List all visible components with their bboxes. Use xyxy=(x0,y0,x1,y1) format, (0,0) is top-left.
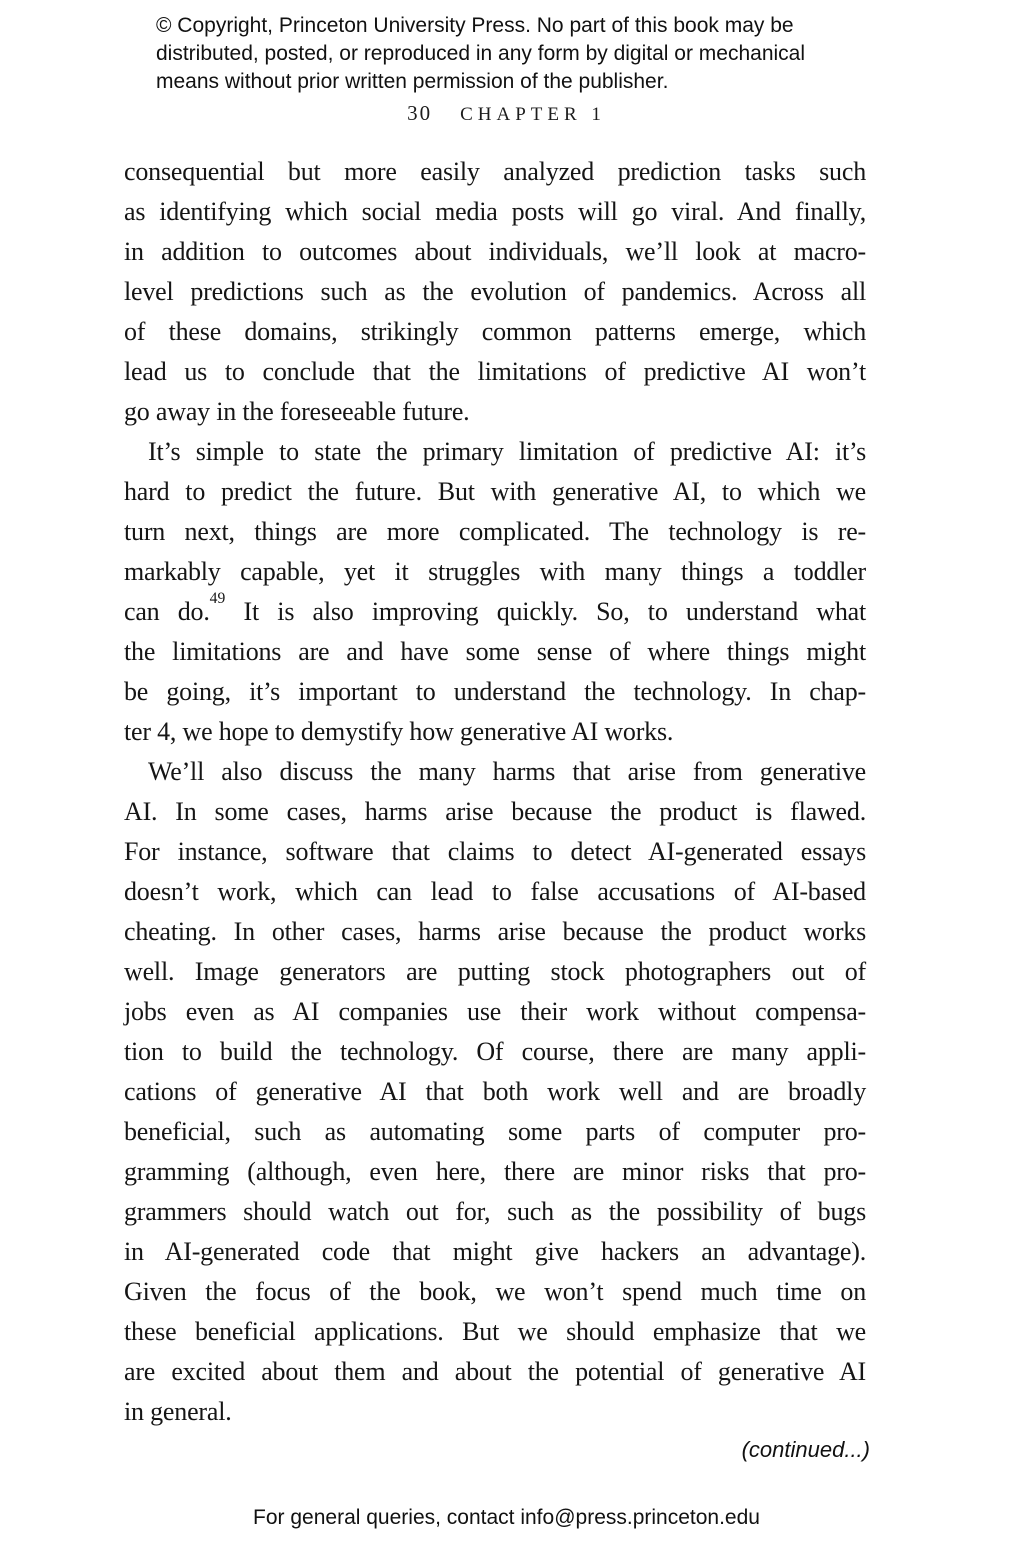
body-line: jobs even as AI companies use their work without compensa- xyxy=(124,997,866,1026)
body-line: turn next, things are more complicated. The technology is re- xyxy=(124,517,866,546)
body-line: We’ll also discuss the many harms that arise from generative xyxy=(148,757,866,786)
body-line: the limitations are and have some sense of where things might xyxy=(124,637,866,666)
body-line: as identifying which social media posts will go viral. And finally, xyxy=(124,197,866,226)
body-line: these beneficial applications. But we should emphasize that we xyxy=(124,1317,866,1346)
body-line: be going, it’s important to understand the technology. In chap- xyxy=(124,677,866,706)
continued-note: (continued...) xyxy=(741,1437,870,1462)
page-number: 30 xyxy=(407,101,433,125)
copyright-line: © Copyright, Princeton University Press. No part of this book may be xyxy=(156,14,794,37)
copyright-line: means without prior written permission of the publisher. xyxy=(156,70,669,93)
body-line: It’s simple to state the primary limitation of predictive AI: it’s xyxy=(148,437,866,466)
footnote-marker: 49 xyxy=(209,590,226,608)
body-line: tion to build the technology. Of course, there are many appli- xyxy=(124,1037,866,1066)
body-line: are excited about them and about the potential of generative AI xyxy=(124,1357,866,1386)
copyright-line: distributed, posted, or reproduced in any form by digital or mechanical xyxy=(156,42,806,65)
body-line: can do.$^{49}$ It is also improving quickly. So, to understand what xyxy=(124,590,867,626)
body-line: well. Image generators are putting stock photographers out of xyxy=(124,957,866,986)
copyright-notice xyxy=(156,12,876,96)
body-line: of these domains, strikingly common patterns emerge, which xyxy=(124,317,866,346)
body-line: AI. In some cases, harms arise because the product is flawed. xyxy=(124,797,866,826)
body-line: level predictions such as the evolution of pandemics. Across all xyxy=(124,277,866,306)
body-line: gramming (although, even here, there are minor risks that pro- xyxy=(124,1157,866,1186)
body-line: in general. xyxy=(124,1397,232,1426)
body-line: markably capable, yet it struggles with many things a toddler xyxy=(124,557,866,586)
body-line: Given the focus of the book, we won’t spend much time on xyxy=(124,1277,866,1306)
body-line: doesn’t work, which can lead to false accusations of AI-based xyxy=(124,877,866,906)
body-line: cations of generative AI that both work well and are broadly xyxy=(124,1077,866,1106)
body-text xyxy=(124,152,866,1432)
body-line: in AI-generated code that might give hackers an advantage). xyxy=(124,1237,866,1266)
body-line: ter 4, we hope to demystify how generative AI works. xyxy=(124,717,674,746)
body-line: grammers should watch out for, such as the possibility of bugs xyxy=(124,1197,866,1226)
body-line: cheating. In other cases, harms arise because the product works xyxy=(124,917,866,946)
footer-contact: For general queries, contact info@press.princeton.edu xyxy=(253,1506,760,1529)
chapter-label: CHAPTER 1 xyxy=(460,104,606,125)
body-line: beneficial, such as automating some parts of computer pro- xyxy=(124,1117,866,1146)
body-line: lead us to conclude that the limitations of predictive AI won’t xyxy=(124,357,866,386)
body-line: For instance, software that claims to detect AI-generated essays xyxy=(124,837,866,866)
body-line: hard to predict the future. But with generative AI, to which we xyxy=(124,477,866,506)
body-line: go away in the foreseeable future. xyxy=(124,397,470,426)
running-head xyxy=(0,101,1013,126)
body-line: in addition to outcomes about individuals, we’ll look at macro- xyxy=(124,237,866,266)
body-line: consequential but more easily analyzed prediction tasks such xyxy=(124,157,866,186)
